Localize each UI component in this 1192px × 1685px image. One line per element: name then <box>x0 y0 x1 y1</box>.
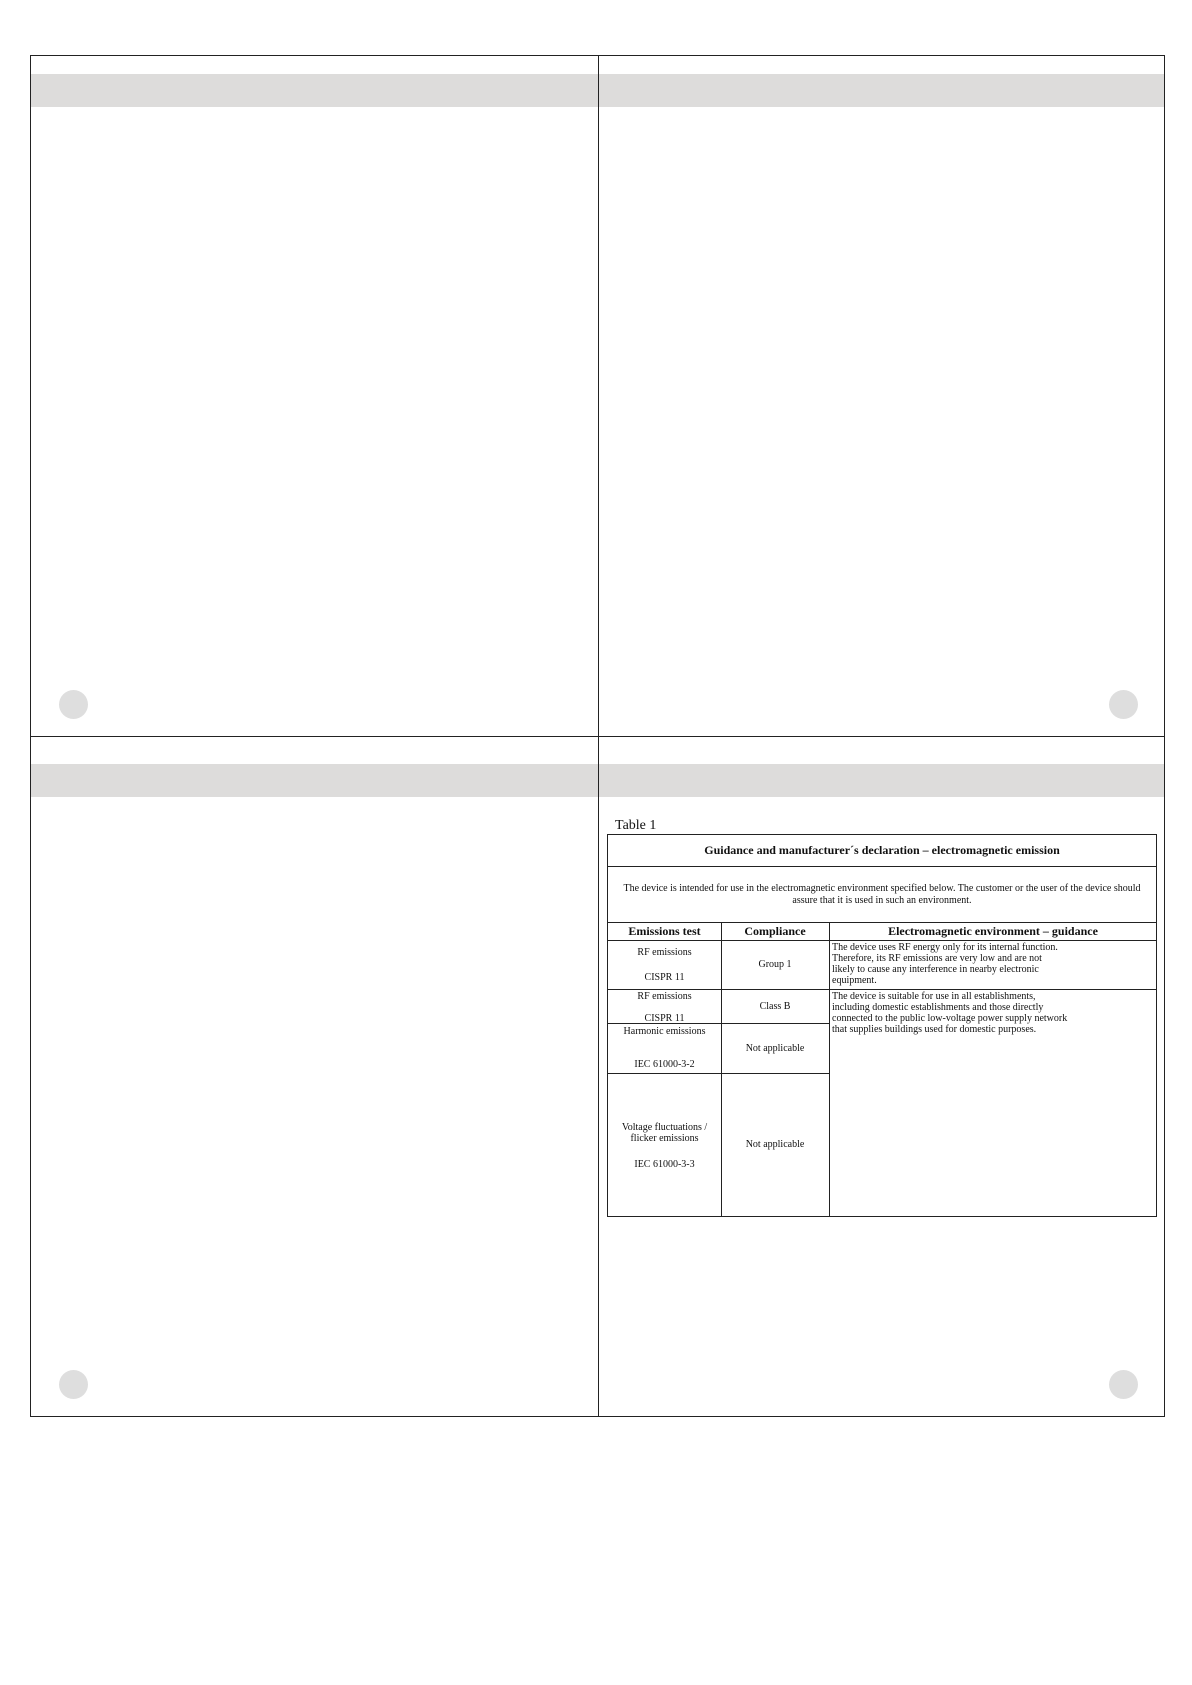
table-cell-standard: IEC 61000-3-3 <box>634 1159 695 1170</box>
emc-emission-table <box>607 834 1157 1217</box>
page-divider <box>598 56 599 736</box>
row-divider <box>608 1073 829 1074</box>
registration-mark <box>59 1370 88 1399</box>
table-header-row <box>608 923 1156 941</box>
table-cell-guidance: The device uses RF energy only for its internal function. Therefore, its RF emissions are very low and are not likely to cause any interference in nearby electronic equipment. <box>832 942 1058 986</box>
table-cell-test: RF emissions <box>637 991 692 1002</box>
table-cell-compliance: Class B <box>759 1001 791 1012</box>
table-caption: Table 1 <box>615 818 657 833</box>
table-cell-standard: CISPR 11 <box>644 972 685 983</box>
table-title: Guidance and manufacturer´s declaration – electromagnetic emission <box>608 835 1156 867</box>
row-divider <box>608 989 1156 990</box>
page-divider <box>598 737 599 1416</box>
table-cell-compliance: Group 1 <box>758 959 792 970</box>
column-header: Emissions test <box>628 924 701 938</box>
registration-mark <box>1109 1370 1138 1399</box>
table-cell-guidance: The device is suitable for use in all establishments, including domestic establishments and those directly connected to the public low-voltage power supply network that supplies buildings used for domestic purposes. <box>832 991 1068 1035</box>
table-cell-compliance: Not applicable <box>745 1043 805 1054</box>
table-cell-test: Harmonic emissions <box>623 1026 706 1037</box>
table-cell-standard: CISPR 11 <box>644 1013 685 1024</box>
column-header: Compliance <box>744 924 806 938</box>
column-header: Electromagnetic environment – guidance <box>888 924 1098 938</box>
registration-mark <box>59 690 88 719</box>
registration-mark <box>1109 690 1138 719</box>
top-page-frame <box>30 55 1165 737</box>
table-cell-test: Voltage fluctuations / flicker emissions <box>621 1122 708 1144</box>
table-cell-standard: IEC 61000-3-2 <box>634 1059 695 1070</box>
table-cell-test: RF emissions <box>637 947 692 958</box>
table-intro: The device is intended for use in the electromagnetic environment specified below. The customer or the user of the device should assure that it is used in such an environment. <box>608 867 1156 923</box>
table-cell-compliance: Not applicable <box>745 1139 805 1150</box>
